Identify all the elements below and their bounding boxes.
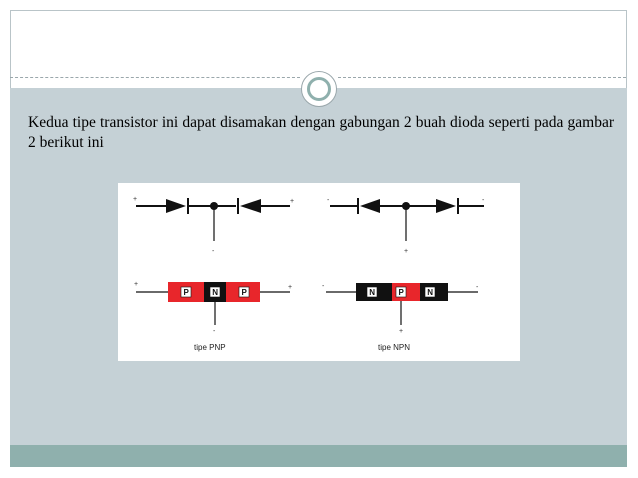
npn-caption: tipe NPN <box>378 343 411 352</box>
npn-diode-left-sign: - <box>327 197 330 204</box>
divider-right <box>338 77 626 78</box>
npn-diode-bottom-sign: + <box>404 248 409 255</box>
pnp-diode-right-triangle <box>240 199 261 213</box>
npn-segment-2: P <box>398 288 404 297</box>
npn-diode-right-triangle <box>436 199 456 213</box>
divider-ring-ornament <box>301 71 337 107</box>
npn-segment-3: N <box>427 288 434 297</box>
pnp-block-left-sign: + <box>134 281 139 288</box>
npn-diode-left-triangle <box>360 199 380 213</box>
npn-block-right-sign: - <box>476 284 479 291</box>
npn-segment-1: N <box>369 288 376 297</box>
pnp-caption: tipe PNP <box>194 343 226 352</box>
divider-left <box>10 77 300 78</box>
pnp-block-right-sign: + <box>288 284 293 291</box>
transistor-diagram <box>118 183 520 361</box>
divider-ring-inner <box>307 77 331 101</box>
pnp-block-bottom-sign: - <box>213 328 216 335</box>
pnp-diode-right-sign: + <box>290 198 295 205</box>
npn-block-bottom-sign: + <box>399 328 404 335</box>
pnp-diode-bottom-sign: - <box>212 248 215 255</box>
npn-diode-right-sign: - <box>482 197 485 204</box>
pnp-diode-left-sign: + <box>133 196 138 203</box>
body-text: Kedua tipe transistor ini dapat disamakan dengan gabungan 2 buah dioda seperti pada gambar 2 berikut ini <box>28 114 614 151</box>
pnp-block-model <box>134 281 292 352</box>
pnp-diode-left-triangle <box>166 199 186 213</box>
npn-diode-model <box>327 197 485 255</box>
pnp-diode-model <box>133 196 294 255</box>
npn-block-left-sign: - <box>322 283 325 290</box>
transistor-figure <box>118 183 520 361</box>
pnp-segment-3: P <box>241 288 247 297</box>
npn-block-model <box>322 283 479 352</box>
pnp-segment-2: N <box>212 288 219 297</box>
pnp-segment-1: P <box>183 288 189 297</box>
footer-bar <box>10 445 627 467</box>
